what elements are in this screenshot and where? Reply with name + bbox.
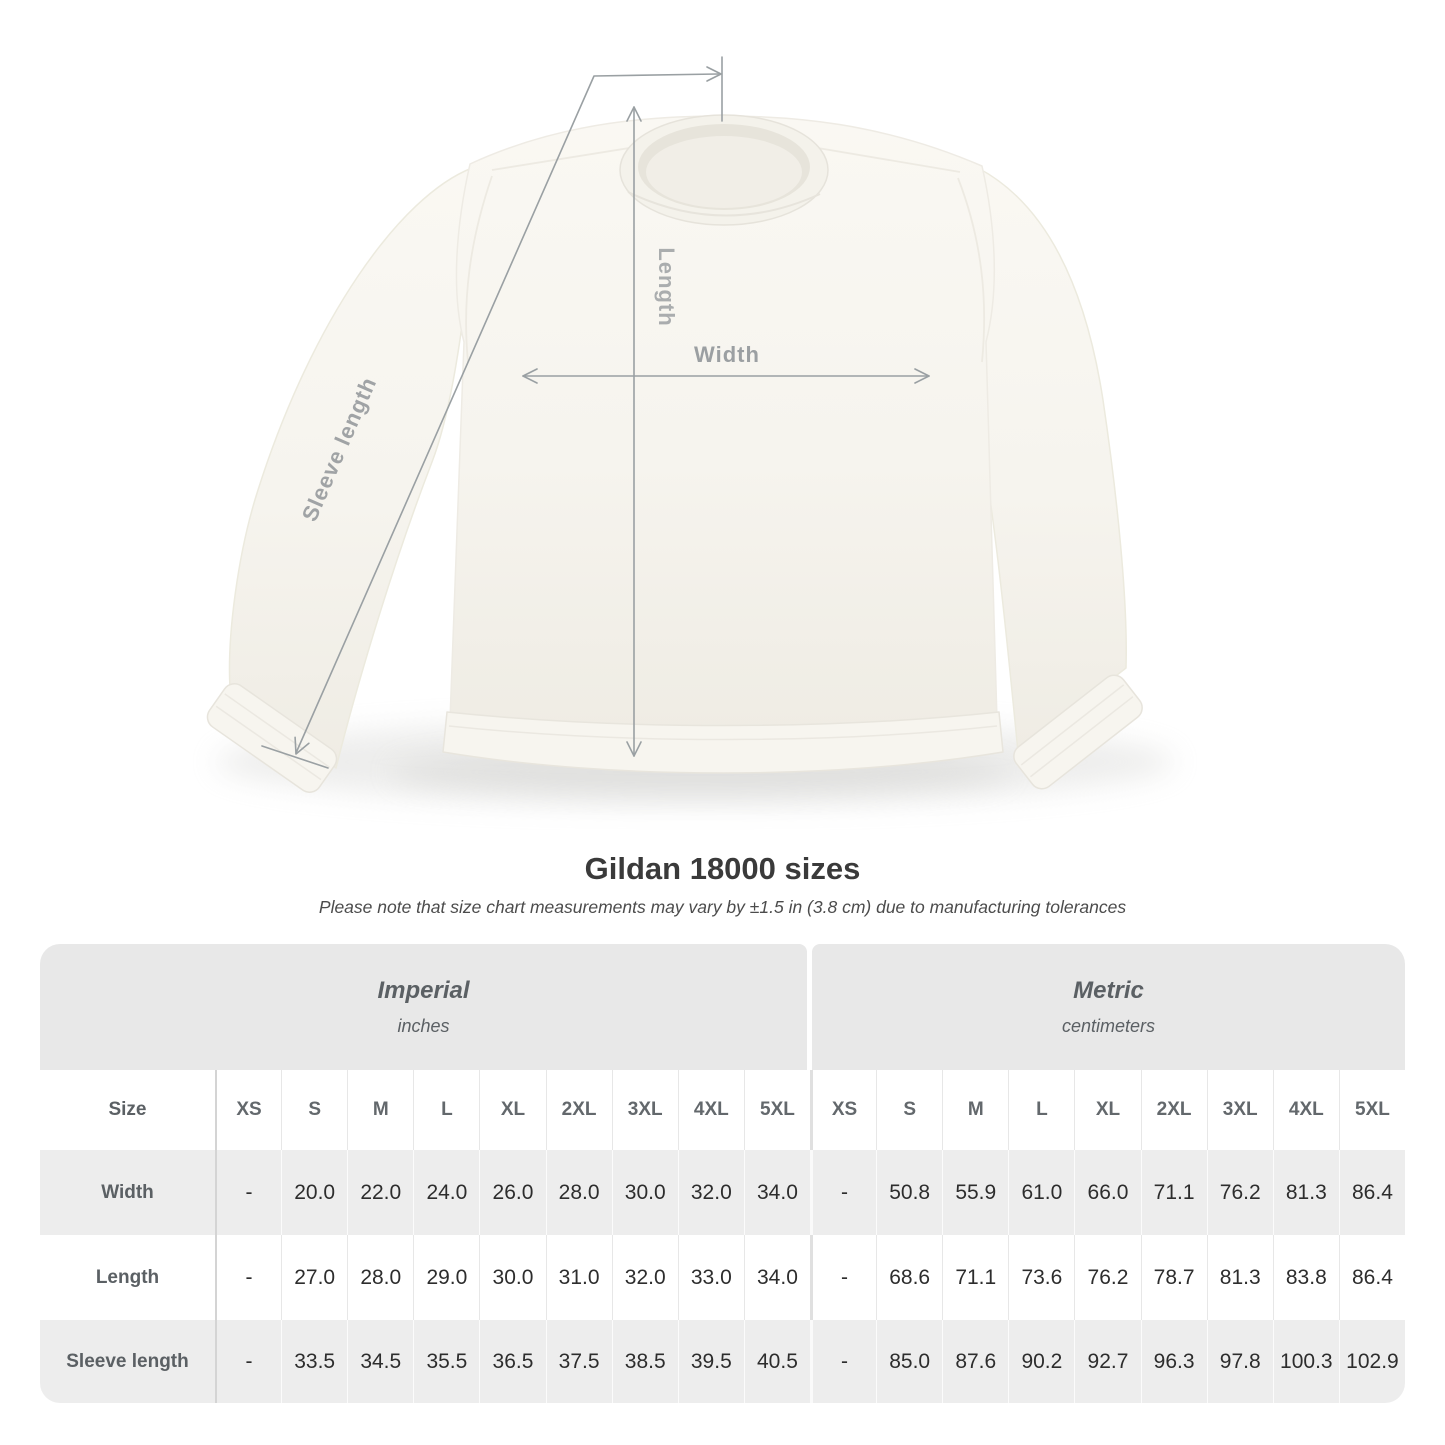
- value-cell: 22.0: [347, 1150, 413, 1235]
- value-cell: -: [810, 1150, 876, 1235]
- value-cell: 87.6: [942, 1320, 1008, 1403]
- size-header-cell: XS: [215, 1070, 281, 1150]
- value-cell: 40.5: [744, 1320, 810, 1403]
- size-header-cell: 2XL: [1141, 1070, 1207, 1150]
- size-header-cell: 2XL: [546, 1070, 612, 1150]
- value-cell: 61.0: [1008, 1150, 1074, 1235]
- tolerance-note: Please note that size chart measurements may vary by ±1.5 in (3.8 cm) due to manufacturing tolerances: [318, 897, 1127, 917]
- value-cell: 81.3: [1273, 1150, 1339, 1235]
- value-cell: 73.6: [1008, 1235, 1074, 1320]
- value-cell: 37.5: [546, 1320, 612, 1403]
- value-cell: 29.0: [413, 1235, 479, 1320]
- imperial-unit: inches: [397, 1016, 450, 1036]
- size-header-cell: 4XL: [678, 1070, 744, 1150]
- value-cell: 32.0: [678, 1150, 744, 1235]
- value-cell: -: [810, 1235, 876, 1320]
- value-cell: 81.3: [1207, 1235, 1273, 1320]
- value-cell: 35.5: [413, 1320, 479, 1403]
- size-header-cell: 5XL: [744, 1070, 810, 1150]
- table-row-length: [40, 1235, 1405, 1320]
- value-cell: 26.0: [479, 1150, 545, 1235]
- table-row-width: [40, 1150, 1405, 1235]
- value-cell: 28.0: [546, 1150, 612, 1235]
- size-header-cell: XL: [1074, 1070, 1140, 1150]
- size-header-cell: 3XL: [1207, 1070, 1273, 1150]
- imperial-header-block: [40, 944, 807, 1070]
- sleeve-length-label: Sleeve length: [296, 373, 382, 525]
- imperial-title: Imperial: [377, 977, 470, 1004]
- value-cell: 36.5: [479, 1320, 545, 1403]
- value-cell: 24.0: [413, 1150, 479, 1235]
- value-cell: 97.8: [1207, 1320, 1273, 1403]
- left-sleeve: [230, 168, 472, 768]
- value-cell: -: [215, 1150, 281, 1235]
- value-cell: 55.9: [942, 1150, 1008, 1235]
- value-cell: 38.5: [612, 1320, 678, 1403]
- value-cell: 27.0: [281, 1235, 347, 1320]
- value-cell: 33.5: [281, 1320, 347, 1403]
- value-cell: 28.0: [347, 1235, 413, 1320]
- value-cell: 102.9: [1339, 1320, 1405, 1403]
- page-title: Gildan 18000 sizes: [584, 851, 861, 886]
- size-header-cell: M: [347, 1070, 413, 1150]
- size-header-cell: 5XL: [1339, 1070, 1405, 1150]
- value-cell: -: [215, 1235, 281, 1320]
- row-label: Width: [101, 1181, 154, 1203]
- value-cell: 32.0: [612, 1235, 678, 1320]
- value-cell: -: [215, 1320, 281, 1403]
- length-label: Length: [654, 247, 679, 327]
- value-cell: -: [810, 1320, 876, 1403]
- size-table: [40, 944, 1405, 1403]
- value-cell: 66.0: [1074, 1150, 1140, 1235]
- value-cell: 30.0: [479, 1235, 545, 1320]
- metric-title: Metric: [1073, 977, 1144, 1004]
- row-label: Sleeve length: [66, 1350, 189, 1372]
- value-cell: 39.5: [678, 1320, 744, 1403]
- value-cell: 92.7: [1074, 1320, 1140, 1403]
- value-cell: 86.4: [1339, 1150, 1405, 1235]
- value-cell: 50.8: [876, 1150, 942, 1235]
- row-label: Length: [95, 1266, 160, 1288]
- value-cell: 68.6: [876, 1235, 942, 1320]
- value-cell: 71.1: [942, 1235, 1008, 1320]
- value-cell: 100.3: [1273, 1320, 1339, 1403]
- metric-header-block: [812, 944, 1405, 1070]
- metric-unit: centimeters: [1061, 1016, 1156, 1036]
- value-cell: 86.4: [1339, 1235, 1405, 1320]
- size-header-cell: S: [876, 1070, 942, 1150]
- size-header-cell: M: [942, 1070, 1008, 1150]
- value-cell: 78.7: [1141, 1235, 1207, 1320]
- size-header-cell: L: [413, 1070, 479, 1150]
- value-cell: 34.5: [347, 1320, 413, 1403]
- size-column-label: Size: [108, 1099, 147, 1120]
- value-cell: 83.8: [1273, 1235, 1339, 1320]
- value-cell: 76.2: [1074, 1235, 1140, 1320]
- value-cell: 90.2: [1008, 1320, 1074, 1403]
- size-header-cell: 4XL: [1273, 1070, 1339, 1150]
- size-header-cell: XS: [810, 1070, 876, 1150]
- value-cell: 76.2: [1207, 1150, 1273, 1235]
- size-header-row: [40, 1070, 1405, 1150]
- size-header-cell: 3XL: [612, 1070, 678, 1150]
- value-cell: 96.3: [1141, 1320, 1207, 1403]
- value-cell: 31.0: [546, 1235, 612, 1320]
- width-label: Width: [694, 342, 760, 367]
- value-cell: 34.0: [744, 1150, 810, 1235]
- size-header-cell: S: [281, 1070, 347, 1150]
- value-cell: 85.0: [876, 1320, 942, 1403]
- unit-header-band: [40, 944, 1405, 1070]
- value-cell: 30.0: [612, 1150, 678, 1235]
- table-row-sleeve-length: [40, 1320, 1405, 1403]
- value-cell: 71.1: [1141, 1150, 1207, 1235]
- value-cell: 34.0: [744, 1235, 810, 1320]
- size-header-cell: L: [1008, 1070, 1074, 1150]
- value-cell: 20.0: [281, 1150, 347, 1235]
- value-cell: 33.0: [678, 1235, 744, 1320]
- crew-collar: [620, 115, 828, 225]
- size-header-cell: XL: [479, 1070, 545, 1150]
